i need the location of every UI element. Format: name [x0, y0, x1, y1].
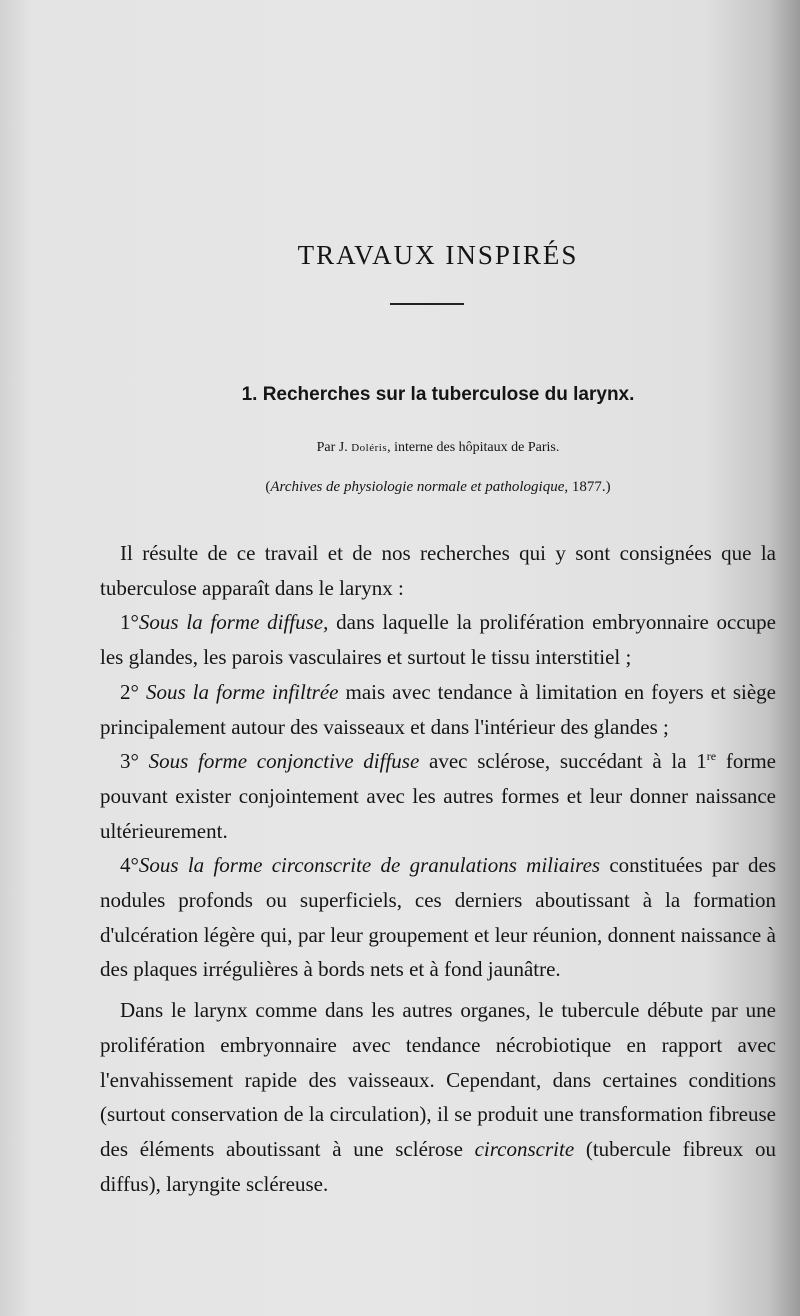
title-divider	[390, 303, 464, 305]
source-open: (	[265, 479, 271, 495]
item-2-text: mais avec tendance à limitation en foyers et siège principalement autour des vaisseaux et dans l'intérieur des glandes ;	[100, 679, 776, 739]
article-byline	[100, 440, 776, 456]
paragraph-conclusion	[100, 993, 776, 1201]
paragraph-item-3	[100, 744, 776, 848]
item-2-emphasis: Sous la forme infiltrée	[145, 679, 339, 704]
paragraph-item-1	[100, 605, 776, 674]
byline-suffix: , interne des hôpitaux de Paris.	[387, 440, 560, 455]
paragraph-intro: Il résulte de ce travail et de nos recherches qui y sont consignées que la tuberculose apparaît dans le larynx :	[100, 541, 776, 600]
item-4-number: 4°	[120, 853, 139, 878]
section-title: TRAVAUX INSPIRÉS	[297, 240, 579, 270]
paragraph-item-4	[100, 848, 776, 987]
conclusion-emphasis: circonscrite	[474, 1136, 575, 1161]
item-3-number: 3°	[120, 749, 139, 774]
conclusion-text-a: Dans le larynx comme dans les autres organes, le tubercule débute par une prolifération embryonnaire avec tendance nécrobiotique en rapport avec l'envahissement rapide des vaisseaux. Cependant, dans certaines conditions (surtout conservation de la circulation), il se produit une transformation fibreuse des éléments aboutissant à une sclérose	[100, 998, 776, 1161]
source-journal: Archives de physiologie normale et pathologique	[270, 479, 565, 495]
item-3-text-a: avec sclérose, succédant à la 1	[419, 749, 707, 774]
page-content	[100, 0, 776, 1316]
item-4-text: constituées par des nodules profonds ou superficiels, ces derniers aboutissant à la formation d'ulcération légère qui, par leur groupement et leur réunion, donnent naissance à des plaques irrégulières à bords nets et à fond jaunâtre.	[100, 853, 776, 982]
item-3-text-b: forme pouvant exister conjointement avec les autres formes et leur donner naissance ultérieurement.	[100, 749, 776, 843]
source-year: , 1877.)	[564, 479, 611, 495]
item-3-emphasis: Sous forme conjonctive diffuse	[148, 749, 420, 774]
item-4-emphasis: Sous la forme circonscrite de granulations miliaires	[138, 853, 601, 878]
item-1-emphasis: Sous la forme diffuse,	[138, 610, 329, 635]
item-3-superscript: re	[706, 749, 717, 764]
article-body	[100, 536, 776, 1201]
byline-prefix: Par J.	[316, 440, 348, 455]
item-1-number: 1°	[120, 610, 139, 635]
conclusion-text-b: (tubercule fibreux ou diffus), laryngite scléreuse.	[100, 1136, 776, 1196]
item-2-number: 2°	[120, 679, 139, 704]
article-source	[100, 479, 776, 496]
paragraph-item-2	[100, 675, 776, 744]
item-1-text: dans laquelle la prolifération embryonnaire occupe les glandes, les parois vasculaires et surtout le tissu interstitiel ;	[100, 610, 777, 670]
byline-author: Doléris	[351, 442, 388, 454]
article-title: 1. Recherches sur la tuberculose du larynx.	[241, 384, 635, 405]
